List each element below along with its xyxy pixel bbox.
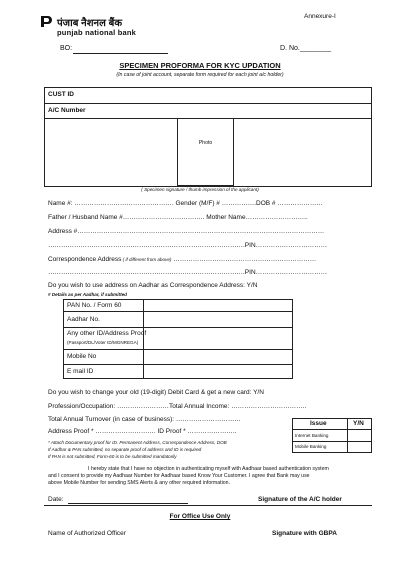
issue-row-divider [292, 429, 372, 430]
father-field[interactable]: Father / Husband Name #……………………………….. Mother Name……………………….. [48, 214, 308, 221]
date-underline [68, 503, 188, 504]
turnover-field[interactable]: Total Annual Turnover (in case of business): ………………………… [48, 416, 241, 423]
mobile-label: Mobile No [67, 353, 97, 360]
photo-label: Photo [198, 140, 213, 146]
proofs-field[interactable]: Address Proof * ………………………. ID Proof * ………………….. [48, 428, 237, 435]
debit-card-question[interactable]: Do you wish to change your old (19-digit) Debit Card & get a new card: Y/N [48, 389, 264, 396]
photo-box [177, 118, 234, 186]
bo-underline [73, 53, 168, 54]
authorized-officer-label: Name of Authorized Officer [48, 530, 126, 537]
office-use-heading: For Office Use Only [169, 513, 231, 520]
cust-row-divider [44, 103, 372, 104]
mobile-banking-label: Mobile Banking [295, 444, 327, 449]
signature-gbpa-label: Signature with GBPA [272, 530, 337, 537]
id-row-divider [63, 327, 293, 328]
consent-line-1: I hereby state that I have no objection in authenticating myself with Aadhaar based authentication system [88, 466, 329, 472]
signature-holder-label: Signature of the A/C holder [258, 496, 342, 503]
aadhar-note: # Details as per Aadhar, if submitted [48, 292, 127, 297]
annexure-label: Annexure-I [304, 13, 336, 20]
ac-number-label: A/C Number [48, 107, 86, 114]
aadhar-question[interactable]: Do you wish to use address on Aadhar as Correspondence Address: Y/N [48, 282, 258, 289]
corr-address-note: ( if different from above) [121, 257, 172, 262]
name-field[interactable]: Name #: ………………………………………. Gender (M/F) # …………….DOB # ………………… [48, 200, 323, 207]
aadhar-no-label: Aadhar No. [67, 316, 100, 323]
internet-banking-label: Internet Banking [295, 433, 329, 438]
other-id-label: Any other ID/Address Proof [67, 330, 147, 337]
address-field-line1[interactable]: Address #…………………………………………………………………………………………………… [48, 228, 325, 235]
date-label: Date: [48, 496, 64, 503]
other-id-sub-label: (Passport/DL/Voter ID/MGNREGA) [67, 340, 139, 345]
id-row-divider [63, 311, 293, 312]
corr-address-field[interactable] [48, 256, 316, 263]
issue-header: Issue [310, 420, 327, 427]
note-line-3: If PAN is not submitted, Form-60 is to be submitted mandatorily [48, 454, 177, 459]
yn-header: Y/N [353, 420, 364, 427]
note-line-2: If Aadhar & PAN submitted, no separate proof of address and ID is required [48, 447, 202, 452]
bo-label: BO: [60, 45, 73, 52]
pan-label: PAN No. / Form 60 [67, 302, 122, 309]
id-row-divider [63, 364, 293, 365]
corr-address-dots: ………………………………………………………… [171, 256, 317, 263]
specimen-note: ( Specimen signature / thumb impression of the applicant) [141, 187, 259, 192]
form-title: SPECIMEN PROFORMA FOR KYC UPDATION [119, 61, 281, 70]
pnb-logo-icon [40, 14, 54, 28]
section-divider [44, 505, 372, 506]
corr-address-label: Correspondence Address [48, 256, 122, 263]
address-field-line2[interactable]: ……………………………………………………………………………….PIN…………………………… [48, 242, 328, 249]
cust-id-label: CUST ID [48, 91, 74, 98]
note-line-1: * Attach Documentary proof for ID. Permanent Address, Correspondence Address, DOB [48, 440, 227, 445]
profession-field[interactable]: Profession/Occupation: ……………………Total Annual Income: …………………………….. [48, 403, 307, 410]
email-label: E mail ID [67, 368, 94, 375]
corr-address-line2[interactable]: ……………………………………………………………………………….PIN…………………………… [48, 269, 328, 276]
bank-hindi-name: पंजाब नैशनल बैंक [57, 18, 123, 29]
form-subtitle: (In case of joint account, separate form required for each joint a/c holder) [116, 72, 284, 78]
issue-row-divider [292, 441, 372, 442]
dno-label: D. No.________ [280, 45, 331, 52]
id-row-divider [63, 349, 293, 350]
consent-line-3: above Mobile Number for sending SMS Alerts & any other required information. [48, 480, 230, 486]
consent-line-2: and I consent to provide my Aadhaar Number for Aadhaar based Know Your Customer. I agree that Bank may use [48, 473, 310, 479]
bank-english-name: punjab national bank [57, 28, 137, 37]
issue-table-col-divider [347, 418, 348, 453]
